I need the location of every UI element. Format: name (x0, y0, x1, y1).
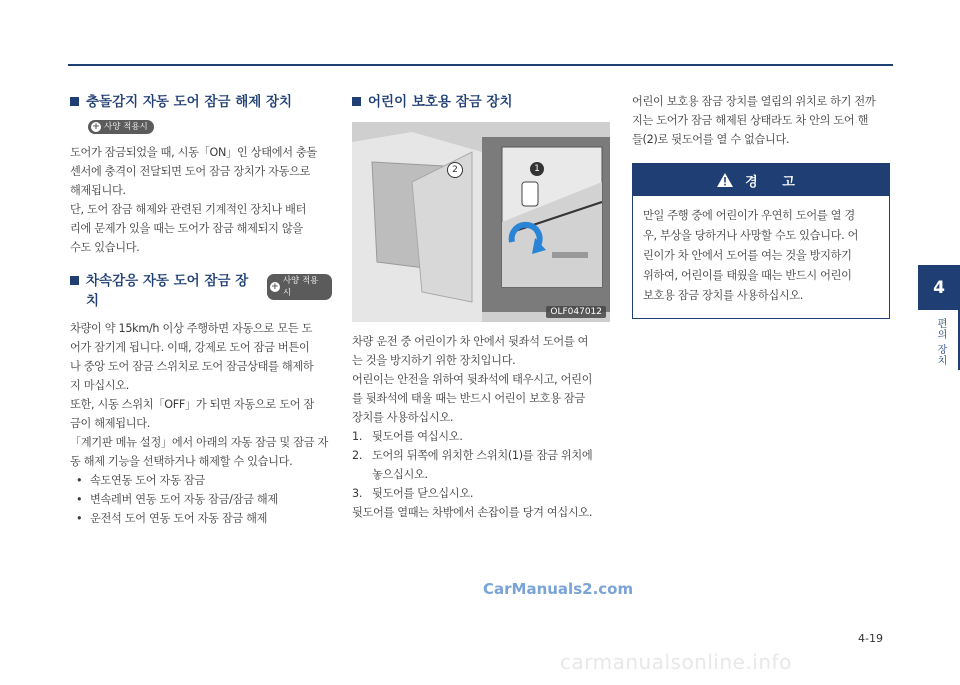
badge-row (88, 116, 332, 135)
child-lock-line: 차량 운전 중 어린이가 차 안에서 뒷좌석 도어를 여 (352, 335, 589, 348)
child-lock-line: 를 뒷좌석에 태울 때는 반드시 어린이 보호용 잠금 (352, 392, 585, 405)
bullet-square-icon (70, 276, 79, 285)
crash-unlock-line: 수도 있습니다. (70, 241, 140, 254)
crash-unlock-line: 단, 도어 잠금 해제와 관련된 기계적인 장치나 배터 (70, 203, 307, 216)
warning-box (632, 163, 890, 319)
option-badge: + 사양 적용시 (267, 274, 332, 300)
child-lock-note-line: 들(2)로 뒷도어를 열 수 없습니다. (632, 133, 790, 146)
warning-line: 우, 부상을 당하거나 사망할 수도 있습니다. 어 (643, 229, 859, 242)
bullet-square-icon (70, 97, 79, 106)
crash-unlock-line: 도어가 잠금되었을 때, 시동「ON」인 상태에서 충돌 (70, 146, 318, 159)
crash-unlock-line: 센서에 충격이 전달되면 도어 잠금 장치가 자동으로 (70, 165, 311, 178)
crash-unlock-line: 리에 문제가 있을 때는 도어가 잠금 해제되지 않을 (70, 222, 303, 235)
child-lock-line: 는 것을 방지하기 위한 장치입니다. (352, 354, 516, 367)
plus-icon: + (271, 282, 279, 292)
watermark: CarManuals2.com (483, 580, 634, 598)
child-lock-line: 장치를 사용하십시오. (352, 411, 454, 424)
plus-icon: + (92, 121, 100, 132)
bullet-square-icon (352, 97, 361, 106)
warning-line: 만일 주행 중에 어린이가 우연히 도어를 열 경 (643, 209, 855, 222)
column-right (632, 92, 890, 319)
list-item: • 운전석 도어 연동 도어 자동 잠금 해제 (70, 509, 332, 528)
heading-crash-unlock: 충돌감지 자동 도어 잠금 해제 장치 (70, 92, 332, 112)
speed-lock-line: 「계기판 메뉴 설정」에서 아래의 자동 잠금 및 잠금 자 (70, 436, 328, 449)
list-item: • 변속레버 연동 도어 자동 잠금/잠금 해제 (70, 490, 332, 509)
heading-child-lock: 어린이 보호용 잠금 장치 (352, 92, 610, 112)
speed-lock-line: 또한, 시동 스위치「OFF」가 되면 자동으로 도어 잠 (70, 398, 314, 411)
header-rule (68, 64, 893, 66)
crash-unlock-line: 해제됩니다. (70, 184, 126, 197)
child-lock-line: 어린이는 안전을 위하여 뒷좌석에 태우시고, 어린이 (352, 373, 593, 386)
child-lock-illustration (352, 122, 610, 322)
speed-lock-line: 지 마십시오. (70, 379, 130, 392)
feature-list (70, 471, 332, 528)
heading-speed-lock: 차속감응 자동 도어 잠금 장치 + 사양 적용시 (70, 271, 332, 311)
chapter-label: 편의 장치 (935, 318, 946, 367)
page-number: 4-19 (858, 632, 883, 645)
column-middle (352, 92, 610, 522)
step-list (352, 427, 610, 503)
step-item: 1. 뒷도어를 여십시오. (352, 430, 463, 443)
warning-line: 린이가 차 안에서 도어를 여는 것을 방지하기 (643, 249, 852, 262)
footer-watermark: carmanualsonline.info (560, 650, 792, 674)
step-item: 3. 뒷도어를 닫으십시오. (352, 487, 474, 500)
figure-code: OLF047012 (546, 306, 606, 318)
chapter-tab: 4 (918, 265, 960, 310)
step-item-cont: 놓으십시오. (372, 468, 428, 481)
list-item: • 속도연동 도어 자동 잠금 (70, 471, 332, 490)
speed-lock-line: 차량이 약 15km/h 이상 주행하면 자동으로 모든 도 (70, 322, 313, 335)
open-door-note: 뒷도어를 열때는 차밖에서 손잡이를 당겨 여십시오. (352, 506, 593, 519)
callout-2: 2 (447, 162, 463, 178)
warning-line: 위하여, 어린이를 태웠을 때는 반드시 어린이 (643, 269, 852, 282)
warning-title: 경 고 (745, 174, 805, 190)
speed-lock-line: 어가 잠기게 됩니다. 이때, 강제로 도어 잠금 버튼이 (70, 341, 310, 354)
child-lock-note-line: 지는 도어가 잠금 해제된 상태라도 차 안의 도어 핸 (632, 114, 869, 127)
warning-icon (717, 173, 733, 187)
callout-1: 1 (530, 162, 544, 176)
child-lock-note-line: 어린이 보호용 잠금 장치를 열림의 위치로 하기 전까 (632, 95, 876, 108)
column-left (70, 92, 332, 528)
warning-header (633, 164, 889, 196)
step-item: 2. 도어의 뒤쪽에 위치한 스위치(1)를 잠금 위치에 (352, 449, 593, 462)
option-badge: + 사양 적용시 (88, 120, 154, 134)
warning-body (633, 196, 889, 318)
door-illustration (352, 122, 610, 322)
speed-lock-line: 동 해제 기능을 선택하거나 해제할 수 있습니다. (70, 455, 293, 468)
warning-line: 보호용 잠금 장치를 사용하십시오. (643, 289, 804, 302)
speed-lock-line: 금이 해제됩니다. (70, 417, 151, 430)
speed-lock-line: 나 중앙 도어 잠금 스위치로 도어 잠금상태를 해제하 (70, 360, 314, 373)
